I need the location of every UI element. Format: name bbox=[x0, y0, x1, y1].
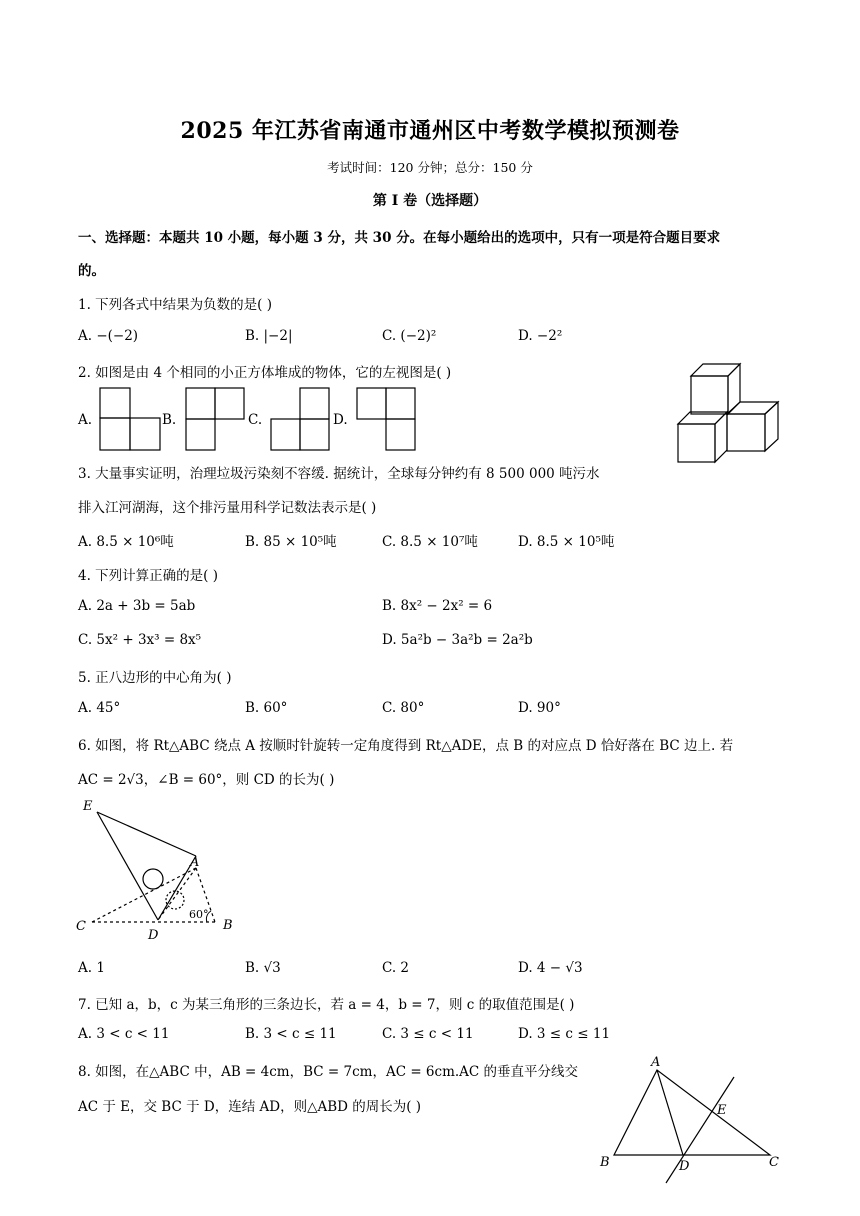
q8-label-e: E bbox=[717, 1103, 727, 1118]
q1-option-d: D. −2² bbox=[518, 328, 563, 344]
q3-option-c: C. 8.5 × 10⁷吨 bbox=[382, 534, 478, 550]
q7-option-a: A. 3 < c < 11 bbox=[78, 1026, 170, 1042]
q8-label-b: B bbox=[600, 1155, 610, 1170]
q3-option-d: D. 8.5 × 10⁵吨 bbox=[518, 534, 615, 550]
q6-stem-line2: AC = 2√3，∠B = 60°，则 CD 的长为( ) bbox=[78, 772, 335, 788]
q3-stem-line1: 3. 大量事实证明，治理垃圾污染刻不容缓. 据统计，全球每分钟约有 8 500 000 吨污水 bbox=[78, 466, 600, 482]
q2-figure-a bbox=[100, 388, 160, 450]
q6-label-b: B bbox=[223, 918, 233, 933]
q6-option-a: A. 1 bbox=[78, 960, 105, 976]
q3-stem-line2: 排入江河湖海，这个排污量用科学记数法表示是( ) bbox=[78, 500, 377, 516]
q8-triangle-figure bbox=[599, 1055, 779, 1183]
q6-label-d: D bbox=[148, 928, 159, 943]
q1-option-a: A. −(−2) bbox=[78, 328, 139, 344]
exam-info: 考试时间：120 分钟；总分：150 分 bbox=[327, 160, 533, 175]
q2-cube-stack-figure bbox=[678, 364, 778, 462]
part-heading: 第 I 卷（选择题） bbox=[372, 193, 488, 209]
q6-label-c: C bbox=[76, 919, 86, 934]
q1-option-c: C. (−2)² bbox=[382, 328, 437, 344]
q1-option-b: B. |−2| bbox=[245, 328, 293, 344]
q4-option-b: B. 8x² − 2x² = 6 bbox=[382, 598, 493, 614]
q7-option-c: C. 3 ≤ c < 11 bbox=[382, 1026, 474, 1042]
q5-option-d: D. 90° bbox=[518, 700, 561, 716]
q6-rotation-figure bbox=[76, 799, 233, 943]
q7-stem: 7. 已知 a，b，c 为某三角形的三条边长，若 a = 4，b = 7，则 c 的取值范围是( ) bbox=[78, 997, 575, 1013]
q5-option-c: C. 80° bbox=[382, 700, 425, 716]
page-title: 2025 年江苏省南通市通州区中考数学模拟预测卷 bbox=[180, 118, 680, 144]
q4-stem: 4. 下列计算正确的是( ) bbox=[78, 568, 218, 584]
q8-stem-line1: 8. 如图，在△ABC 中，AB = 4cm，BC = 7cm，AC = 6cm.AC 的垂直平分线交 bbox=[78, 1064, 579, 1080]
q2-stem: 2. 如图是由 4 个相同的小正方体堆成的物体，它的左视图是( ) bbox=[78, 365, 452, 381]
q7-option-b: B. 3 < c ≤ 11 bbox=[245, 1026, 337, 1042]
q5-stem: 5. 正八边形的中心角为( ) bbox=[78, 670, 232, 686]
q8-label-a: A bbox=[651, 1055, 661, 1070]
q2-figure-d bbox=[357, 388, 415, 450]
q5-option-a: A. 45° bbox=[78, 700, 121, 716]
q2-figure-b bbox=[186, 388, 244, 450]
q8-label-d: D bbox=[679, 1159, 690, 1174]
q6-label-a: A bbox=[190, 855, 200, 870]
q6-option-b: B. √3 bbox=[245, 960, 281, 976]
q2-option-c-label: C. bbox=[248, 412, 263, 428]
q2-option-a-label: A. bbox=[78, 412, 93, 428]
q4-option-c: C. 5x² + 3x³ = 8x⁵ bbox=[78, 632, 202, 648]
section-instruction-line2: 的。 bbox=[78, 263, 105, 279]
section-instruction-line1: 一、选择题：本题共 10 小题，每小题 3 分，共 30 分。在每小题给出的选项中，只有一项是符合题目要求 bbox=[78, 230, 721, 246]
q2-option-b-label: B. bbox=[162, 412, 177, 428]
q2-figure-c bbox=[271, 388, 329, 450]
q6-label-angle: 60° bbox=[189, 908, 209, 921]
q6-option-c: C. 2 bbox=[382, 960, 410, 976]
q4-option-a: A. 2a + 3b = 5ab bbox=[78, 598, 196, 614]
q3-option-a: A. 8.5 × 10⁶吨 bbox=[78, 534, 174, 550]
q1-stem: 1. 下列各式中结果为负数的是( ) bbox=[78, 297, 272, 313]
q5-option-b: B. 60° bbox=[245, 700, 288, 716]
q4-option-d: D. 5a²b − 3a²b = 2a²b bbox=[382, 632, 533, 648]
q8-label-c: C bbox=[769, 1155, 779, 1170]
q2-option-d-label: D. bbox=[333, 412, 348, 428]
q7-option-d: D. 3 ≤ c ≤ 11 bbox=[518, 1026, 611, 1042]
q3-option-b: B. 85 × 10⁵吨 bbox=[245, 534, 337, 550]
q6-label-e: E bbox=[83, 799, 93, 814]
q6-stem-line1: 6. 如图，将 Rt△ABC 绕点 A 按顺时针旋转一定角度得到 Rt△ADE，点 B 的对应点 D 恰好落在 BC 边上. 若 bbox=[78, 738, 734, 754]
q6-option-d: D. 4 − √3 bbox=[518, 960, 583, 976]
q8-stem-line2: AC 于 E，交 BC 于 D，连结 AD，则△ABD 的周长为( ) bbox=[78, 1099, 422, 1115]
